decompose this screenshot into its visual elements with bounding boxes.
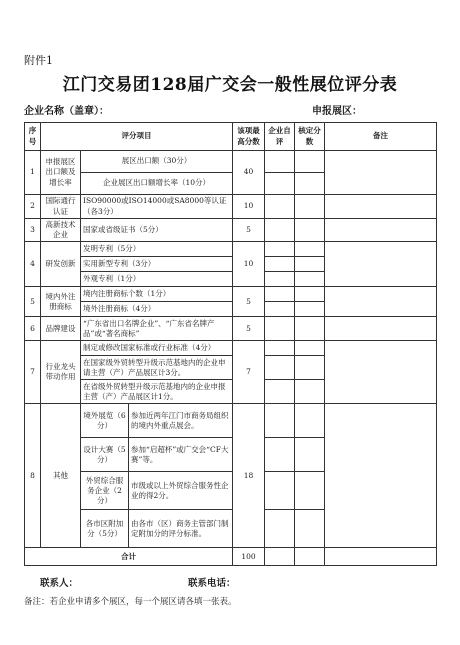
table-row (25, 151, 437, 173)
row-desc: 由各市（区）商务主管部门制定附加分的评分标准。 (129, 510, 233, 548)
row-sub-item: 在省级外贸转型升级示范基地内的企业申报主营（产）产品展区计1分。 (81, 380, 233, 404)
row-no: 4 (25, 242, 41, 287)
self-score-cell[interactable] (265, 242, 295, 257)
footnote: 备注：若企业申请多个展区，每一个展区请各填一张表。 (24, 597, 237, 607)
remark-cell[interactable] (325, 151, 437, 195)
row-sub-item: 发明专利（5分） (81, 242, 233, 257)
self-score-cell[interactable] (265, 257, 295, 272)
header-self: 企业自评 (265, 123, 295, 151)
table-row (25, 287, 437, 302)
verify-score-cell[interactable] (295, 404, 325, 438)
self-score-cell[interactable] (265, 341, 295, 356)
row-desc: 国家或省级证书（5分） (81, 219, 233, 242)
verify-score-cell[interactable] (295, 380, 325, 404)
verify-score-cell[interactable] (295, 356, 325, 380)
exhibition-hall-label: 申报展区： (312, 106, 362, 117)
table-row (25, 341, 437, 356)
header-item: 评分项目 (41, 123, 233, 151)
self-score-cell[interactable] (265, 356, 295, 380)
total-max-score: 100 (233, 548, 265, 566)
self-score-cell[interactable] (265, 510, 295, 548)
row-category: 研发创新 (41, 242, 81, 287)
verify-score-cell[interactable] (295, 195, 325, 219)
verify-score-cell[interactable] (295, 173, 325, 195)
remark-cell[interactable] (325, 219, 437, 242)
table-header-row (25, 123, 437, 151)
remark-cell[interactable] (325, 341, 437, 404)
self-score-cell[interactable] (265, 195, 295, 219)
row-desc: 市级或以上外贸综合服务性企业的得2分。 (129, 472, 233, 510)
self-score-cell[interactable] (265, 272, 295, 287)
row-no: 3 (25, 219, 41, 242)
remark-cell[interactable] (325, 195, 437, 219)
row-no: 1 (25, 151, 41, 195)
score-table (24, 122, 437, 566)
verify-score-cell[interactable] (295, 272, 325, 287)
remark-cell[interactable] (325, 317, 437, 341)
verify-score-cell[interactable] (295, 287, 325, 302)
verify-score-cell[interactable] (295, 317, 325, 341)
self-score-cell[interactable] (265, 287, 295, 302)
remark-cell[interactable] (325, 404, 437, 548)
verify-score-cell[interactable] (295, 219, 325, 242)
row-max-score: 7 (233, 341, 265, 404)
self-score-cell[interactable] (265, 151, 295, 173)
self-score-cell[interactable] (265, 438, 295, 472)
row-sub-label: 外贸综合服务企业（2分） (81, 472, 129, 510)
row-sub-item: 制定或修改国家标准或行业标准（4分） (81, 341, 233, 356)
row-desc: 参加近两年江门市商务局组织的境内外重点展会。 (129, 404, 233, 438)
row-max-score: 5 (233, 317, 265, 341)
table-row (25, 195, 437, 219)
row-desc: 参加“启超杯”或广交会“CF大赛”等。 (129, 438, 233, 472)
verify-score-cell[interactable] (295, 151, 325, 173)
total-row (25, 548, 437, 566)
header-no: 序号 (25, 123, 41, 151)
self-score-cell[interactable] (265, 472, 295, 510)
verify-score-cell[interactable] (295, 341, 325, 356)
row-desc: ISO90000或ISO14000或SA8000等认证（各3分） (81, 195, 233, 219)
row-max-score: 18 (233, 404, 265, 548)
row-sub-item: 展区出口额（30分） (81, 151, 233, 173)
attachment-label: 附件1 (24, 54, 53, 67)
self-score-cell[interactable] (265, 173, 295, 195)
row-sub-label: 设计大赛（5分） (81, 438, 129, 472)
row-sub-item: 境内注册商标个数（1分） (81, 287, 233, 302)
total-label: 合计 (25, 548, 233, 566)
self-score-cell[interactable] (265, 548, 295, 566)
row-category: 品牌建设 (41, 317, 81, 341)
contact-phone-label: 联系电话： (188, 578, 236, 589)
row-no: 7 (25, 341, 41, 404)
remark-cell[interactable] (325, 287, 437, 317)
self-score-cell[interactable] (265, 302, 295, 317)
row-category: 高新技术企业 (41, 219, 81, 242)
row-no: 8 (25, 404, 41, 548)
row-sub-item: 外观专利（1分） (81, 272, 233, 287)
verify-score-cell[interactable] (295, 242, 325, 257)
self-score-cell[interactable] (265, 317, 295, 341)
remark-cell[interactable] (325, 548, 437, 566)
self-score-cell[interactable] (265, 404, 295, 438)
table-row (25, 219, 437, 242)
verify-score-cell[interactable] (295, 302, 325, 317)
page-title: 江门交易团128届广交会一般性展位评分表 (62, 75, 398, 95)
verify-score-cell[interactable] (295, 438, 325, 472)
verify-score-cell[interactable] (295, 257, 325, 272)
header-max: 该项最高分数 (233, 123, 265, 151)
table-row (25, 317, 437, 341)
row-sub-item: 境外注册商标（4分） (81, 302, 233, 317)
row-max-score: 10 (233, 195, 265, 219)
row-desc: “广东省出口名牌企业”、“广东省名牌产品”或“著名商标” (81, 317, 233, 341)
verify-score-cell[interactable] (295, 472, 325, 510)
row-sub-item: 实用新型专利（3分） (81, 257, 233, 272)
verify-score-cell[interactable] (295, 548, 325, 566)
header-verify: 核定分数 (295, 123, 325, 151)
verify-score-cell[interactable] (295, 510, 325, 548)
self-score-cell[interactable] (265, 380, 295, 404)
row-sub-item: 在国家级外贸转型升级示范基地内的企业申请主营（产）产品展区计3分。 (81, 356, 233, 380)
row-sub-item: 企业展区出口额增长率（10分） (81, 173, 233, 195)
row-no: 2 (25, 195, 41, 219)
row-sub-label: 各市区附加分（5分） (81, 510, 129, 548)
company-name-label: 企业名称（盖章）： (24, 106, 109, 117)
row-max-score: 5 (233, 219, 265, 242)
remark-cell[interactable] (325, 242, 437, 287)
row-category: 申报展区出口额及增长率 (41, 151, 81, 195)
row-no: 6 (25, 317, 41, 341)
contact-person-label: 联系人： (40, 578, 79, 589)
row-category: 国际通行认证 (41, 195, 81, 219)
table-row (25, 404, 437, 438)
header-remark: 备注 (325, 123, 437, 151)
self-score-cell[interactable] (265, 219, 295, 242)
row-no: 5 (25, 287, 41, 317)
row-sub-label: 境外展览（6分） (81, 404, 129, 438)
row-category: 其他 (41, 404, 81, 548)
row-max-score: 5 (233, 287, 265, 317)
table-row (25, 242, 437, 257)
row-category: 行业龙头带动作用 (41, 341, 81, 404)
row-category: 境内外注册商标 (41, 287, 81, 317)
row-max-score: 10 (233, 242, 265, 287)
row-max-score: 40 (233, 151, 265, 195)
